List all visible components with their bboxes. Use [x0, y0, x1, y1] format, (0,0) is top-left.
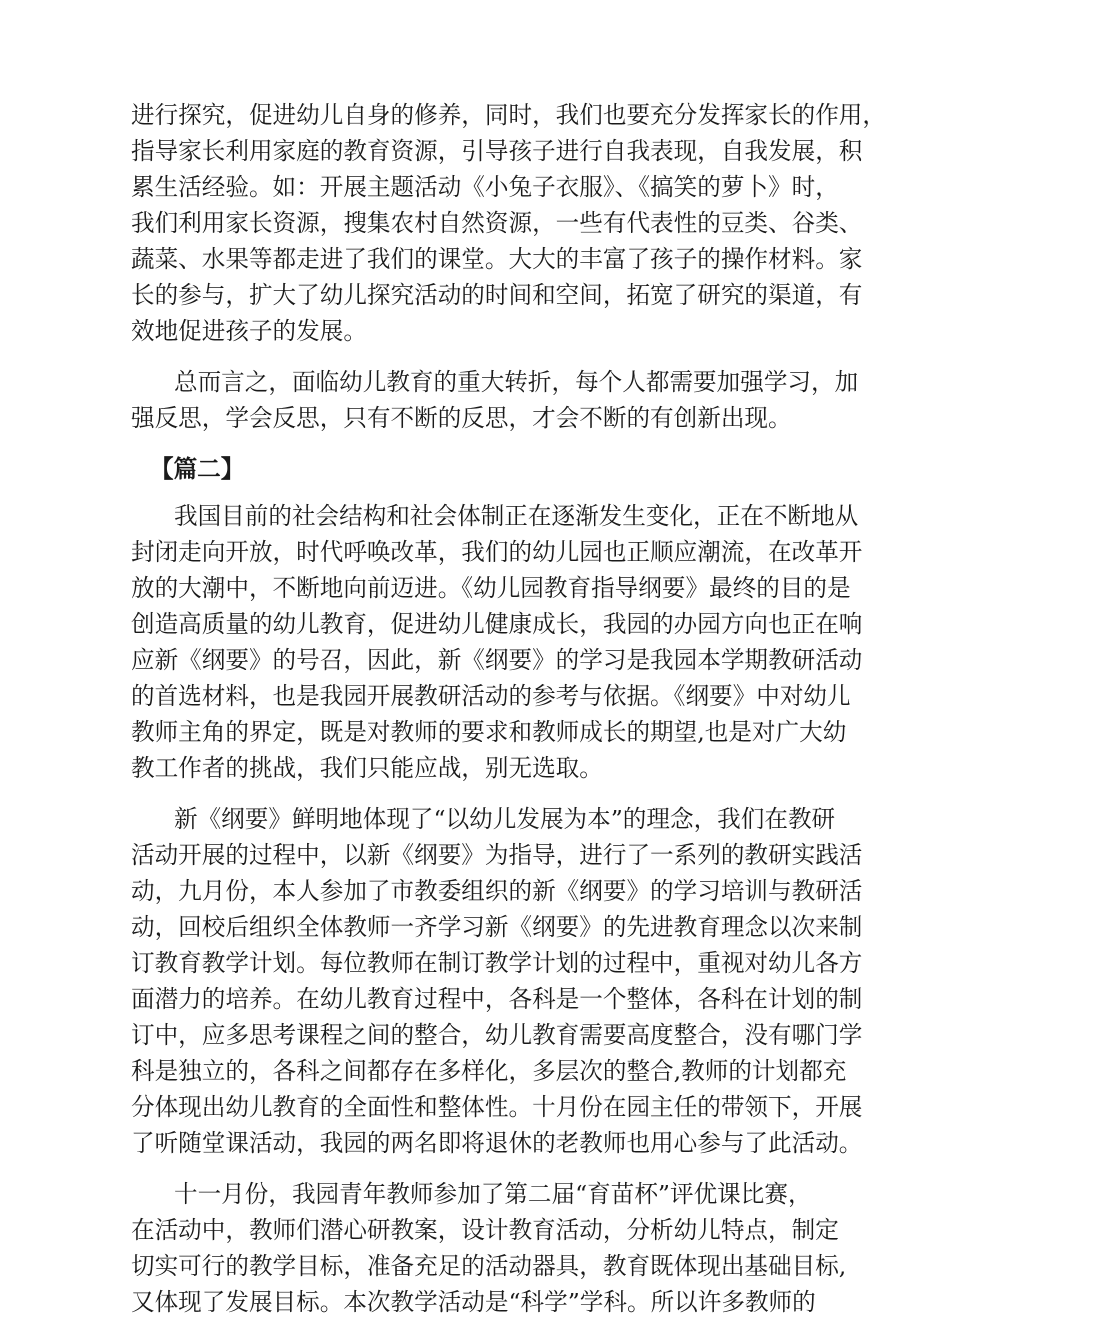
- paragraph-3-line-6: 的首选材料，也是我园开展教研活动的参考与依据。《纲要》中对幼儿: [131, 682, 851, 710]
- paragraph-4-line-9: 分体现出幼儿教育的全面性和整体性。十月份在园主任的带领下，开展: [131, 1093, 863, 1121]
- paragraph-4-line-1: 新《纲要》鲜明地体现了“以幼儿发展为本”的理念，我们在教研: [174, 805, 836, 833]
- paragraph-1-line-7: 效地促进孩子的发展。: [131, 317, 367, 345]
- paragraph-3-line-4: 创造高质量的幼儿教育，促进幼儿健康成长，我园的办园方向也正在响: [131, 610, 863, 638]
- paragraph-1-line-3: 累生活经验。如：开展主题活动《小兔子衣服》、《搞笑的萝卜》时，: [131, 173, 839, 201]
- paragraph-2-line-1: 总而言之，面临幼儿教育的重大转折，每个人都需要加强学习，加: [174, 368, 859, 396]
- paragraph-1-line-1: 进行探究，促进幼儿自身的修养，同时，我们也要充分发挥家长的作用，: [131, 101, 886, 129]
- paragraph-5-line-4: 又体现了发展目标。本次教学活动是“科学”学科。所以许多教师的: [131, 1288, 816, 1316]
- paragraph-3-line-2: 封闭走向开放，时代呼唤改革，我们的幼儿园也正顺应潮流，在改革开: [131, 538, 863, 566]
- paragraph-2-line-2: 强反思，学会反思，只有不断的反思，才会不断的有创新出现。: [131, 404, 792, 432]
- paragraph-3-line-5: 应新《纲要》的号召，因此，新《纲要》的学习是我园本学期教研活动: [131, 646, 863, 674]
- paragraph-1-line-5: 蔬菜、水果等都走进了我们的课堂。大大的丰富了孩子的操作材料。家: [131, 245, 863, 273]
- paragraph-4-line-3: 动，九月份，本人参加了市教委组织的新《纲要》的学习培训与教研活: [131, 877, 863, 905]
- paragraph-5-line-1: 十一月份，我园青年教师参加了第二届“育苗杯”评优课比赛，: [174, 1180, 812, 1208]
- paragraph-4-line-8: 科是独立的，各科之间都存在多样化，多层次的整合,教师的计划都充: [131, 1057, 847, 1085]
- paragraph-1-line-4: 我们利用家长资源，搜集农村自然资源，一些有代表性的豆类、谷类、: [131, 209, 863, 237]
- section-heading: 【篇二】: [150, 455, 245, 483]
- paragraph-3-line-8: 教工作者的挑战，我们只能应战，别无选取。: [131, 754, 603, 782]
- paragraph-5-line-3: 切实可行的教学目标，准备充足的活动器具，教育既体现出基础目标,: [131, 1252, 847, 1280]
- paragraph-4-line-2: 活动开展的过程中，以新《纲要》为指导，进行了一系列的教研实践活: [131, 841, 863, 869]
- paragraph-4-line-5: 订教育教学计划。每位教师在制订教学计划的过程中，重视对幼儿各方: [131, 949, 863, 977]
- paragraph-3-line-1: 我国目前的社会结构和社会体制正在逐渐发生变化，正在不断地从: [174, 502, 859, 530]
- paragraph-4-line-10: 了听随堂课活动，我园的两名即将退休的老教师也用心参与了此活动。: [131, 1129, 863, 1157]
- paragraph-5-line-2: 在活动中，教师们潜心研教案，设计教育活动，分析幼儿特点，制定: [131, 1216, 839, 1244]
- paragraph-3-line-7: 教师主角的界定，既是对教师的要求和教师成长的期望,也是对广大幼: [131, 718, 847, 746]
- paragraph-4-line-4: 动，回校后组织全体教师一齐学习新《纲要》的先进教育理念以次来制: [131, 913, 863, 941]
- paragraph-1-line-2: 指导家长利用家庭的教育资源，引导孩子进行自我表现，自我发展，积: [131, 137, 863, 165]
- paragraph-4-line-6: 面潜力的培养。在幼儿教育过程中，各科是一个整体，各科在计划的制: [131, 985, 863, 1013]
- paragraph-1-line-6: 长的参与，扩大了幼儿探究活动的时间和空间，拓宽了研究的渠道，有: [131, 281, 863, 309]
- paragraph-3-line-3: 放的大潮中，不断地向前迈进。《幼儿园教育指导纲要》最终的目的是: [131, 574, 851, 602]
- paragraph-4-line-7: 订中，应多思考课程之间的整合，幼儿教育需要高度整合，没有哪门学: [131, 1021, 863, 1049]
